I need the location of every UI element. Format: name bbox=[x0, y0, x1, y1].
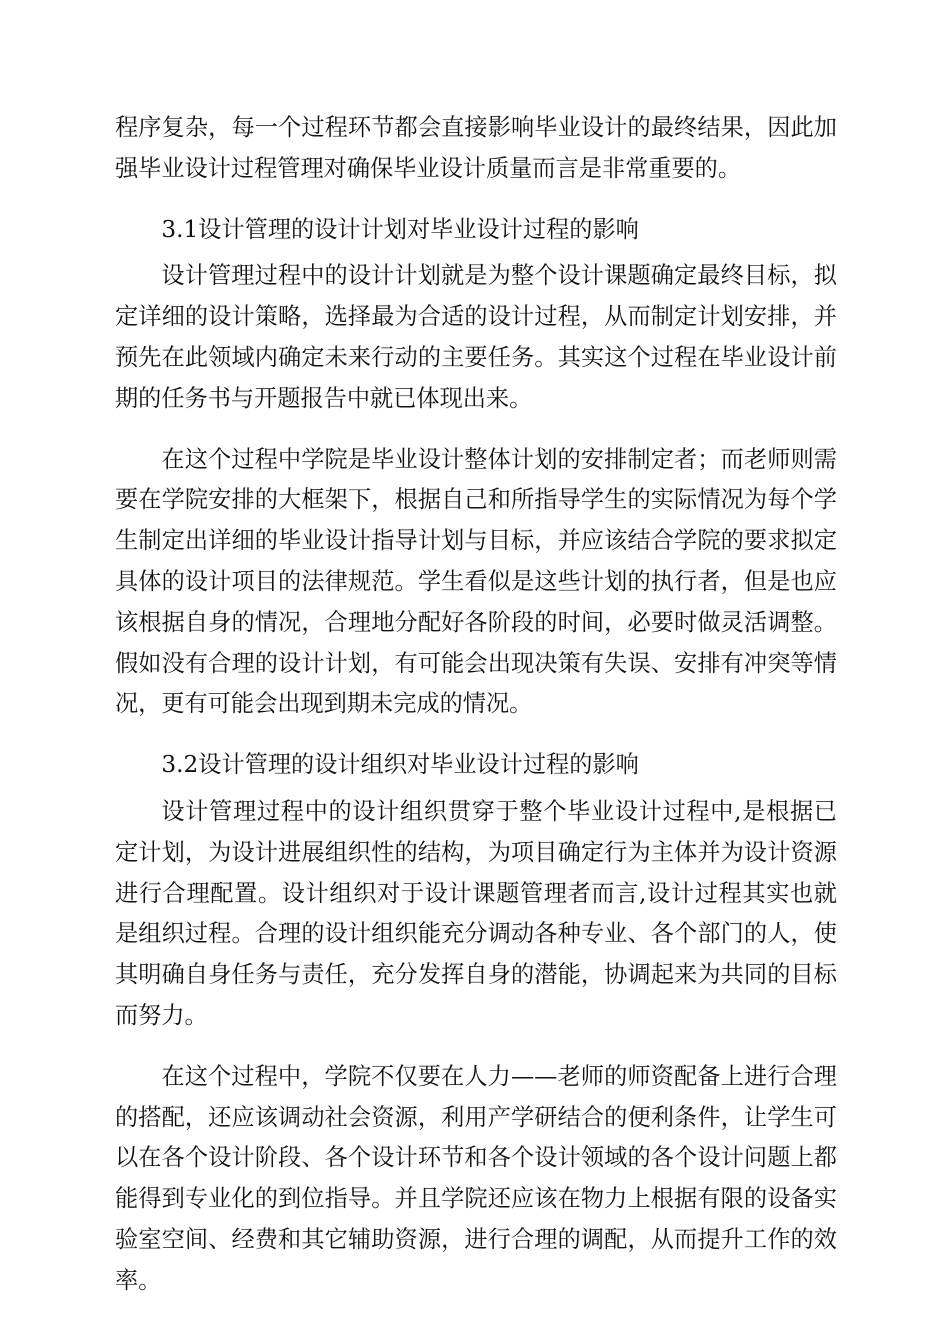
document-page bbox=[115, 108, 837, 1302]
body-paragraph: 设计管理过程中的设计计划就是为整个设计课题确定最终目标，拟定详细的设计策略，选择最为合适的设计过程，从而制定计划安排，并预先在此领域内确定未来行动的主要任务。其实这个过程在毕业设计前期的任务书与开题报告中就已体现出来。 bbox=[115, 262, 837, 412]
body-paragraph: 在这个过程中，学院不仅要在人力——老师的师资配备上进行合理的搭配，还应该调动社会资源，利用产学研结合的便利条件，让学生可以在各个设计阶段、各个设计环节和各个设计领域的各个设计问题上都能得到专业化的到位指导。并且学院还应该在物力上根据有限的设备实验室空间、经费和其它辅助资源，进行合理的调配，从而提升工作的效率。 bbox=[115, 1062, 837, 1294]
section-heading-3-2: 3.2设计管理的设计组织对毕业设计过程的影响 bbox=[161, 751, 639, 779]
body-paragraph-continuation: 程序复杂，每一个过程环节都会直接影响毕业设计的最终结果，因此加强毕业设计过程管理对确保毕业设计质量而言是非常重要的。 bbox=[115, 114, 837, 182]
body-paragraph: 在这个过程中学院是毕业设计整体计划的安排制定者；而老师则需要在学院安排的大框架下，根据自己和所指导学生的实际情况为每个学生制定出详细的毕业设计指导计划与目标，并应该结合学院的要求拟定具体的设计项目的法律规范。学生看似是这些计划的执行者，但是也应该根据自身的情况，合理地分配好各阶段的时间，必要时做灵活调整。假如没有合理的设计计划，有可能会出现决策有失误、安排有冲突等情况，更有可能会出现到期未完成的情况。 bbox=[115, 445, 837, 718]
body-paragraph: 设计管理过程中的设计组织贯穿于整个毕业设计过程中,是根据已定计划，为设计进展组织性的结构，为项目确定行为主体并为设计资源进行合理配置。设计组织对于设计课题管理者而言,设计过程其实也就是组织过程。合理的设计组织能充分调动各种专业、各个部门的人，使其明确自身任务与责任，充分发挥自身的潜能，协调起来为共同的目标而努力。 bbox=[115, 797, 837, 1029]
section-heading-3-1: 3.1设计管理的设计计划对毕业设计过程的影响 bbox=[161, 215, 639, 243]
